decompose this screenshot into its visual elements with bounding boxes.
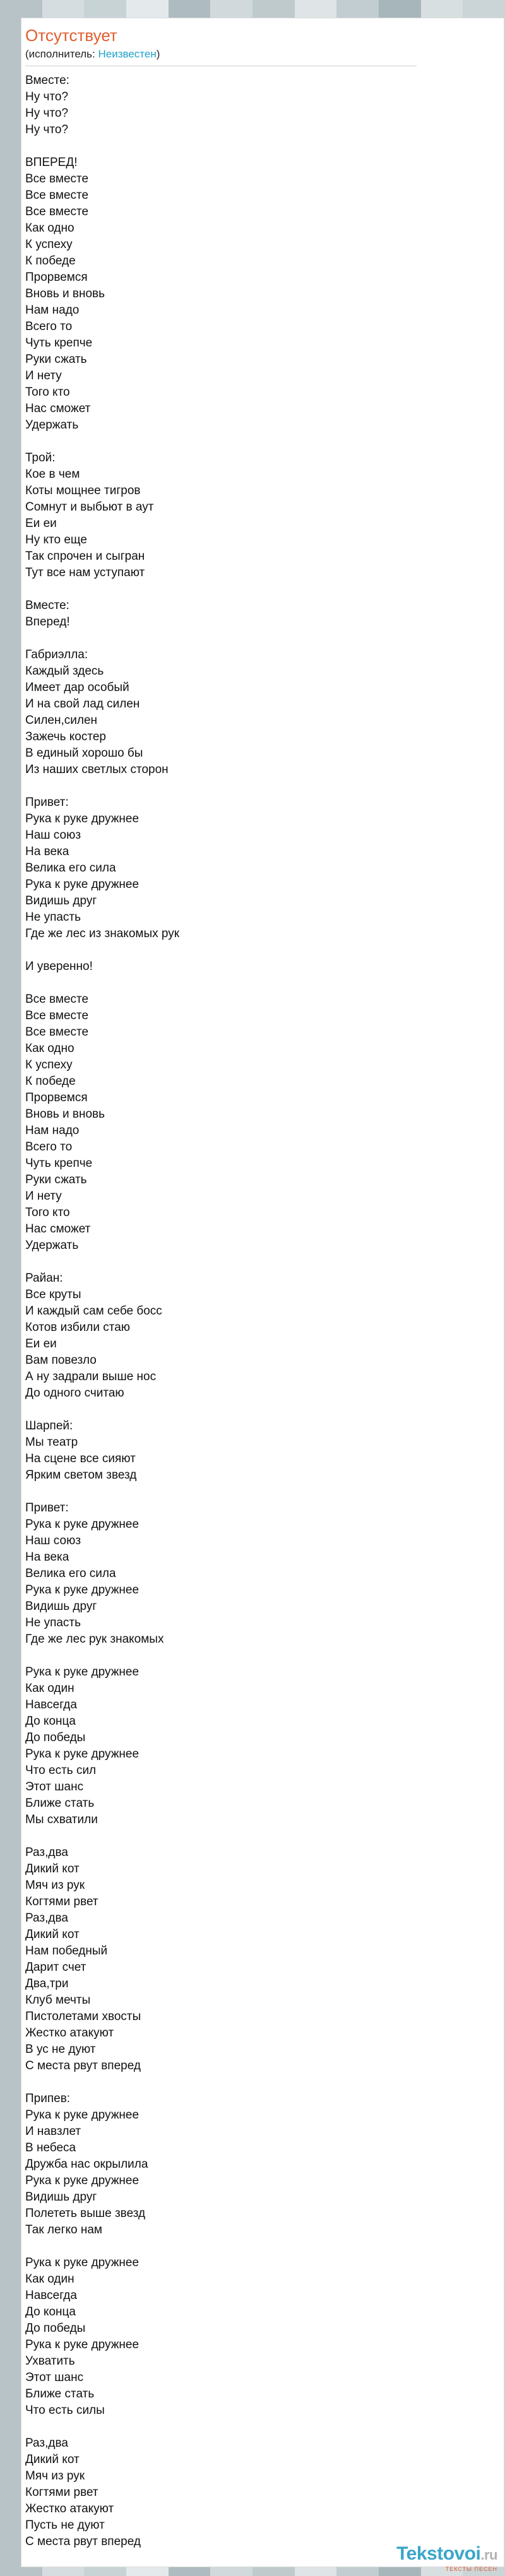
lyric-line: Мы схватили [25,1813,98,1826]
lyric-line: Все вместе [25,172,89,186]
lyric-line [25,581,480,598]
lyric-line: До конца [25,2305,76,2319]
lyric-line: Вместе: [25,599,69,612]
lyric-line: Все вместе [25,1025,89,1039]
lyric-line: Удержать [25,1239,79,1252]
performer-suffix: ) [156,48,160,60]
lyric-line: Рука к руке дружнее [25,1747,140,1761]
lyric-line: Тут все нам уступают [25,566,145,579]
lyric-line: Вместе: [25,74,69,87]
lyric-line: Нас сможет [25,402,91,415]
lyric-line: Раз,два [25,1911,68,1925]
lyric-line: Зажечь костер [25,730,106,743]
lyric-line: К успеху [25,1058,73,1072]
lyrics-content [25,25,480,2550]
lyric-line: Ну кто еще [25,533,87,547]
lyric-line: Дружба нас окрылила [25,2158,148,2171]
lyric-line: Имеет дар особый [25,681,129,694]
lyric-line: Удержать [25,418,79,432]
lyric-line: Навсегда [25,1698,77,1711]
lyric-line: На века [25,845,69,858]
lyric-line: Того кто [25,386,70,399]
lyric-line: Когтями рвет [25,2486,98,2499]
lyric-line: К победе [25,1075,76,1088]
lyric-line: Раз,два [25,1846,68,1859]
lyric-line: Все круты [25,1288,81,1301]
performer-link[interactable]: Неизвестен [98,48,157,60]
lyric-line: Ну что? [25,107,69,120]
lyric-line: В единый хорошо бы [25,747,143,760]
lyric-line: Два,три [25,1977,69,1990]
lyric-line: Дарит счет [25,1961,86,1974]
lyric-line: Вам повезло [25,1354,97,1367]
lyric-line: Все вместе [25,205,89,218]
lyric-line: Наш союз [25,829,81,842]
lyric-line: Райан: [25,1272,63,1285]
lyric-line: До победы [25,2322,86,2335]
lyric-line [25,2074,480,2091]
lyric-line: Шарпей: [25,1419,73,1433]
lyric-line: Прорвемся [25,1091,88,1104]
lyric-line: Где же лес из знакомых рук [25,927,180,940]
lyric-line: Не упасть [25,1616,81,1629]
lyric-line: Рука к руке дружнее [25,878,140,891]
lyric-line: Мяч из рук [25,2469,85,2483]
lyric-line: Ну что? [25,123,69,136]
lyric-line [25,1828,480,1845]
lyric-line: Ну что? [25,90,69,103]
lyric-line: Мяч из рук [25,1879,85,1892]
lyric-line: Где же лес рук знакомых [25,1633,164,1646]
lyric-line: Видишь друг [25,1600,97,1613]
lyric-line: До победы [25,1731,86,1744]
lyric-line: Велика его сила [25,861,116,875]
lyric-line: Всего то [25,320,73,333]
lyric-line [25,434,480,450]
lyric-line: Габриэлла: [25,648,88,661]
lyric-line: И нету [25,369,62,382]
lyric-line: Жестко атакуют [25,2026,114,2040]
lyric-line: Припев: [25,2092,71,2105]
lyric-line: Нам надо [25,1124,80,1137]
lyric-line: Ближе стать [25,1797,95,1810]
lyric-line: Ухватить [25,2354,75,2368]
logo-tagline: ТЕКСТЫ ПЕСЕН [445,2566,497,2572]
lyric-line: В небеса [25,2141,76,2154]
lyric-line: С места рвут вперед [25,2059,141,2072]
lyric-line: И каждый сам себе босс [25,1304,162,1318]
song-title: Отсутствует [25,26,117,45]
lyric-line: Рука к руке дружнее [25,812,140,825]
lyric-line: И нету [25,1190,62,1203]
lyric-line: Рука к руке дружнее [25,2108,140,2122]
lyric-line [25,138,480,155]
lyric-line: Привет: [25,796,69,809]
lyric-line: Видишь друг [25,2190,97,2204]
performer-line [25,48,480,61]
lyric-line: И на свой лад силен [25,697,140,711]
lyric-line: Каждый здесь [25,665,104,678]
lyric-line: Рука к руке дружнее [25,1583,140,1597]
lyric-line: Что есть сил [25,1764,97,1777]
performer-prefix: (исполнитель: [25,48,98,60]
lyric-line [25,2419,480,2435]
lyric-line: Рука к руке дружнее [25,1665,140,1679]
logo-tld: .ru [480,2547,497,2563]
lyric-line: До одного считаю [25,1386,124,1400]
lyric-line: Раз,два [25,2437,68,2450]
lyric-line: Как один [25,2272,74,2286]
lyric-line: Рука к руке дружнее [25,2174,140,2187]
lyric-line: Руки сжать [25,1173,87,1186]
logo-wordmark [384,2543,497,2566]
lyric-line: Так спрочен и сыгран [25,550,145,563]
lyric-line: К победе [25,254,76,268]
lyric-line: ВПЕРЕД! [25,156,78,169]
lyric-line [25,975,480,991]
lyric-line: Кое в чем [25,468,80,481]
lyric-line: Коты мощнее тигров [25,484,141,497]
lyric-line [25,2238,480,2255]
lyric-line: Нас сможет [25,1222,91,1236]
lyric-line: Дикий кот [25,1928,80,1941]
lyric-line: Навсегда [25,2289,77,2302]
lyric-line: Как одно [25,222,74,235]
lyric-line: Как один [25,1682,74,1695]
lyric-line: Полететь выше звезд [25,2207,146,2220]
lyric-line: Нам победный [25,1944,108,1958]
lyric-line: Привет: [25,1501,69,1515]
lyric-line: Все вместе [25,189,89,202]
lyric-line: И навзлет [25,2125,81,2138]
lyric-line: К успеху [25,238,73,251]
lyric-line: Того кто [25,1206,70,1219]
logo-name: Tekstovoi [396,2543,481,2564]
lyric-line: На сцене все сияют [25,1452,136,1465]
lyric-line: Из наших светлых сторон [25,763,169,776]
lyric-line: Вновь и вновь [25,1108,105,1121]
lyric-line: Вперед! [25,615,70,629]
lyric-line: Этот шанс [25,1780,84,1793]
lyric-line: В ус не дуют [25,2043,96,2056]
lyric-line: Рука к руке дружнее [25,2256,140,2269]
lyric-line: Чуть крепче [25,336,93,350]
lyric-line: Ближе стать [25,2387,95,2401]
lyric-line: Дикий кот [25,1862,80,1876]
lyric-line: Так легко нам [25,2223,102,2236]
lyric-line: Клуб мечты [25,1994,91,2007]
lyric-line: Рука к руке дружнее [25,2338,140,2351]
lyric-line: Мы театр [25,1436,78,1449]
lyric-line: Что есть силы [25,2404,105,2417]
lyric-line: Жестко атакуют [25,2502,114,2515]
lyric-line: Вновь и вновь [25,287,105,300]
lyric-line: Когтями рвет [25,1895,98,1908]
lyric-line: Велика его сила [25,1567,116,1580]
lyric-line [25,630,480,647]
lyric-line: Этот шанс [25,2371,84,2384]
lyric-line: На века [25,1551,69,1564]
site-logo[interactable] [384,2543,497,2573]
lyric-line: Дикий кот [25,2453,80,2466]
lyric-line: Все вместе [25,993,89,1006]
lyric-line: А ну задрали выше нос [25,1370,157,1383]
lyric-line: Нам надо [25,304,80,317]
lyric-line: Руки сжать [25,353,87,366]
lyric-line [25,1648,480,1664]
lyric-line: Рука к руке дружнее [25,1518,140,1531]
lyric-line: Пистолетами хвосты [25,2010,141,2023]
lyric-line [25,942,480,959]
lyric-line [25,1254,480,1270]
lyric-line: Трой: [25,451,56,464]
lyric-line: Чуть крепче [25,1157,93,1170]
lyric-line [25,1402,480,1418]
lyric-line: Еи еи [25,517,57,530]
lyric-line: Наш союз [25,1534,81,1547]
lyric-line: Как одно [25,1042,74,1055]
lyric-line: Еи еи [25,1337,57,1350]
lyric-line: С места рвут вперед [25,2535,141,2548]
lyric-line: Видишь друг [25,894,97,907]
lyric-line: Силен,силен [25,714,98,727]
lyric-line: Котов избили стаю [25,1321,131,1334]
lyric-line: Не упасть [25,911,81,924]
lyrics-text [25,73,480,2550]
lyric-line: До конца [25,1715,76,1728]
lyric-line: Сомнут и выбьют в аут [25,500,154,514]
lyric-line: Все вместе [25,1009,89,1022]
lyric-line [25,1484,480,1500]
lyric-line: Пусть не дуют [25,2519,105,2532]
lyric-line: Ярким светом звезд [25,1468,137,1482]
lyric-line [25,778,480,795]
lyric-line: Всего то [25,1140,73,1154]
lyric-line: Прорвемся [25,271,88,284]
lyric-line: И уверенно! [25,960,93,973]
